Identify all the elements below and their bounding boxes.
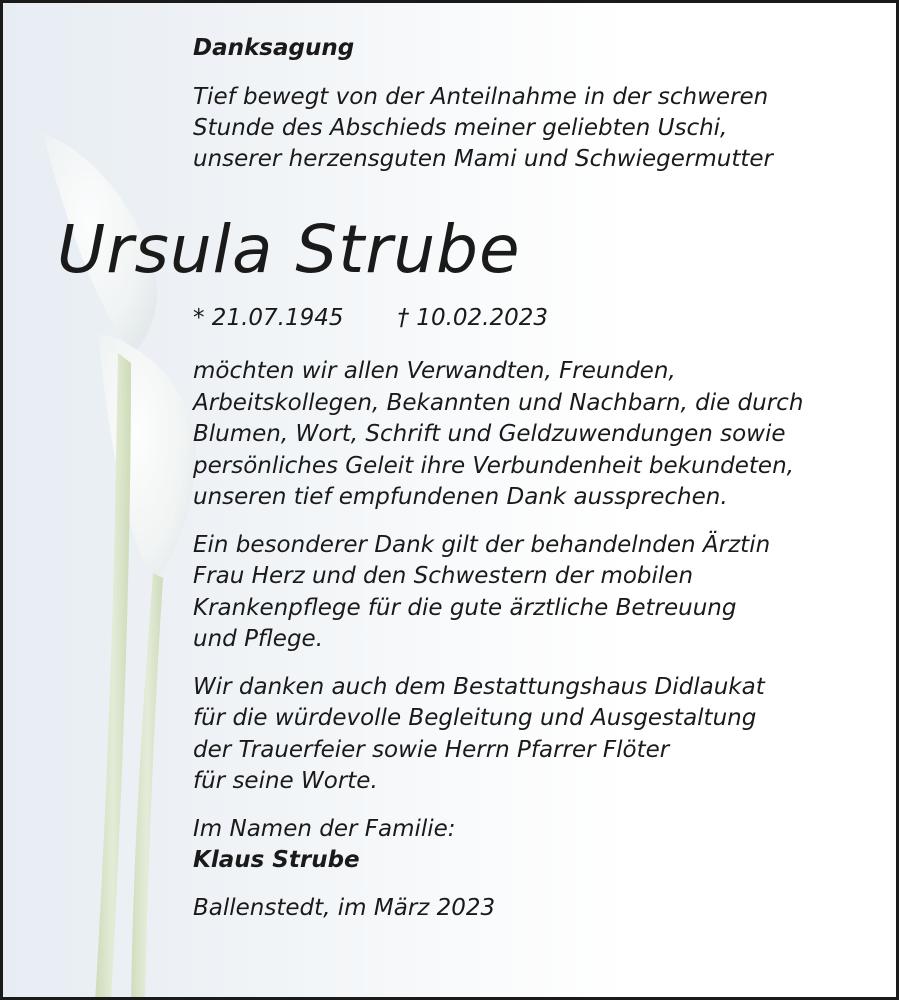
paragraph-line: unseren tief empfundenen Dank aussprechen. bbox=[193, 484, 728, 510]
paragraph-line: Krankenpflege für die gute ärztliche Betreuung bbox=[193, 594, 737, 621]
place-date: Ballenstedt, im März 2023 bbox=[193, 894, 496, 921]
intro-line: Stunde des Abschieds meiner geliebten Uschi, bbox=[193, 115, 728, 141]
paragraph-line: Frau Herz und den Schwestern der mobilen bbox=[193, 563, 694, 589]
paragraph bbox=[193, 672, 883, 798]
paragraph-line: Blumen, Wort, Schrift und Geldzuwendungen sowie bbox=[193, 421, 786, 447]
paragraph-line: persönliches Geleit ihre Verbundenheit bekundeten, bbox=[193, 452, 794, 479]
deceased-name: Ursula Strube bbox=[57, 211, 521, 288]
signature-block bbox=[193, 814, 883, 877]
paragraph-line: Ein besonderer Dank gilt der behandelnden Ärztin bbox=[193, 531, 771, 558]
paragraph-line: für seine Worte. bbox=[193, 768, 378, 794]
paragraph-line: der Trauerfeier sowie Herrn Pfarrer Flöter bbox=[193, 736, 670, 763]
paragraph bbox=[193, 530, 883, 656]
birth-date: * 21.07.1945 bbox=[193, 305, 344, 331]
paragraph-line: und Pflege. bbox=[193, 626, 324, 652]
paragraph-line: für die würdevolle Begleitung und Ausgestaltung bbox=[193, 705, 757, 731]
life-dates bbox=[193, 305, 548, 331]
signature-prefix: Im Namen der Familie: bbox=[193, 815, 456, 842]
intro-line: Tief bewegt von der Anteilnahme in der schweren bbox=[193, 84, 769, 110]
paragraph-line: Wir danken auch dem Bestattungshaus Didlaukat bbox=[193, 673, 765, 700]
paragraph-line: Arbeitskollegen, Bekannten und Nachbarn, die durch bbox=[193, 389, 804, 416]
paragraph-line: möchten wir allen Verwandten, Freunden, bbox=[193, 358, 676, 384]
paragraph bbox=[193, 356, 883, 514]
signature-name: Klaus Strube bbox=[193, 847, 360, 873]
heading: Danksagung bbox=[193, 35, 355, 61]
intro-line: unserer herzensguten Mami und Schwiegermutter bbox=[193, 146, 773, 172]
death-date: † 10.02.2023 bbox=[397, 305, 548, 331]
body-text bbox=[193, 356, 883, 940]
intro-block bbox=[193, 33, 873, 175]
